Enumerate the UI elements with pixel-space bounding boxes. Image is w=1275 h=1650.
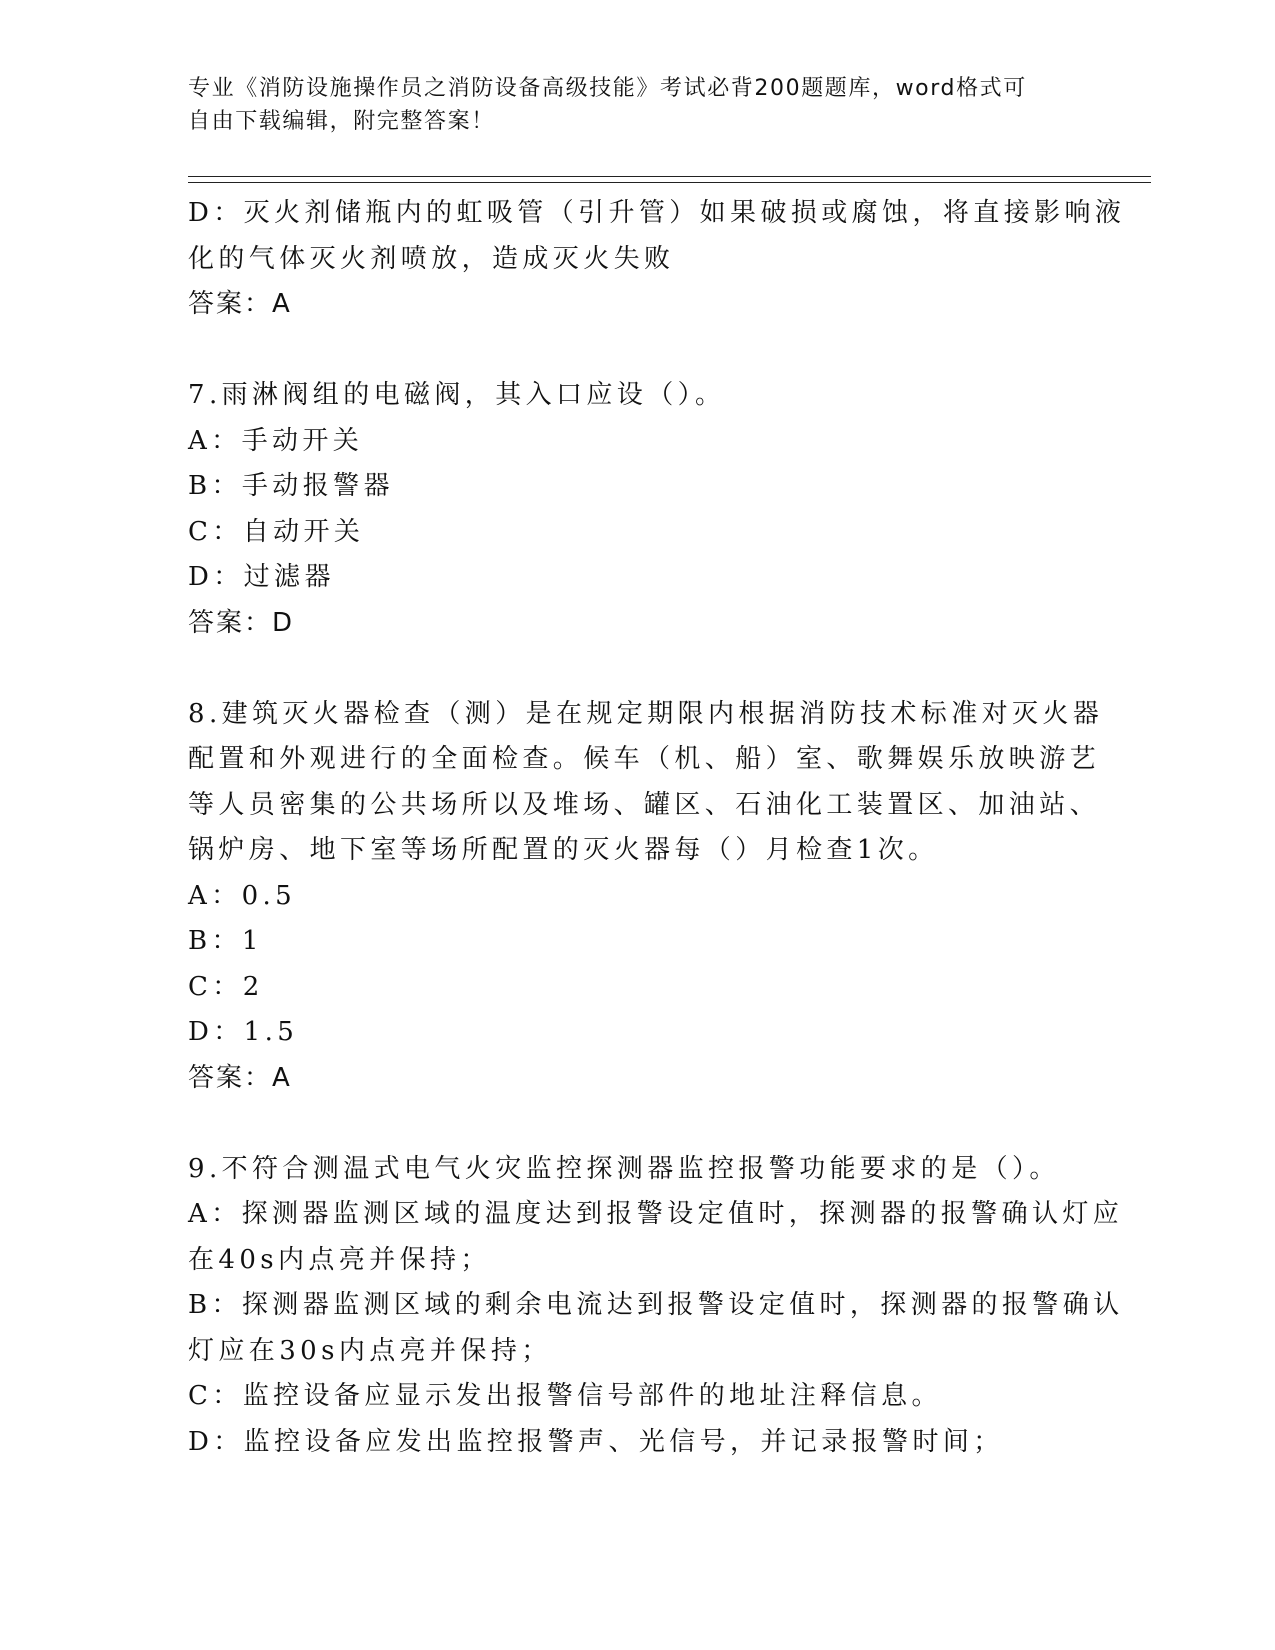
document-header <box>188 72 1068 138</box>
spacer <box>188 1101 1088 1147</box>
header-line-2: 自由下载编辑，附完整答案！ <box>188 109 495 134</box>
header-rule-bottom <box>188 182 1151 183</box>
q7-option-d: D：过滤器 <box>188 562 335 592</box>
q7-stem: 7.雨淋阀组的电磁阀，其入口应设（）。 <box>188 380 726 410</box>
q8-option-d: D：1.5 <box>188 1017 299 1047</box>
question-content <box>188 191 1126 1465</box>
q8-option-c: C：2 <box>188 971 264 1002</box>
q9-option-b-line-1: B：探测器监测区域的剩余电流达到报警设定值时，探测器的报警确认 <box>188 1290 1124 1320</box>
q9-stem: 9.不符合测温式电气火灾监控探测器监控报警功能要求的是（）。 <box>188 1153 1060 1184</box>
q7-option-c: C：自动开关 <box>188 516 365 547</box>
q8-stem-line-2: 配置和外观进行的全面检查。候车（机、船）室、歌舞娱乐放映游艺 <box>188 744 1101 774</box>
header-rule-top <box>188 176 1151 177</box>
q7-option-a: A：手动开关 <box>188 425 364 456</box>
spacer <box>188 328 1088 374</box>
q9-option-a-line-2: 在40s内点亮并保持； <box>188 1244 491 1275</box>
q9-option-d: D：监控设备应发出监控报警声、光信号，并记录报警时间； <box>188 1426 1004 1457</box>
q8-option-b: B：1 <box>188 926 263 956</box>
spacer <box>188 646 1088 692</box>
q9-option-b-line-2: 灯应在30s内点亮并保持； <box>188 1335 552 1366</box>
q8-option-a: A：0.5 <box>188 880 297 911</box>
q8-stem-line-1: 8.建筑灭火器检查（测）是在规定期限内根据消防技术标准对灭火器 <box>188 698 1104 729</box>
header-line-1: 专业《消防设施操作员之消防设备高级技能》考试必背200题题库，word格式可 <box>188 76 1027 101</box>
q8-answer: 答案：A <box>188 1062 292 1093</box>
q6-option-d-line-2: 化的气体灭火剂喷放，造成灭火失败 <box>188 243 675 274</box>
q8-stem-line-4: 锅炉房、地下室等场所配置的灭火器每（）月检查1次。 <box>188 835 939 865</box>
q6-answer: 答案：A <box>188 289 292 319</box>
q8-stem-line-3: 等人员密集的公共场所以及堆场、罐区、石油化工装置区、加油站、 <box>188 789 1101 820</box>
q9-option-c: C：监控设备应显示发出报警信号部件的地址注释信息。 <box>188 1381 942 1411</box>
q7-option-b: B：手动报警器 <box>188 471 394 501</box>
q6-option-d-line-1: D：灭火剂储瓶内的虹吸管（引升管）如果破损或腐蚀，将直接影响液 <box>188 198 1126 228</box>
q9-option-a-line-1: A：探测器监测区域的温度达到报警设定值时，探测器的报警确认灯应 <box>188 1199 1124 1229</box>
q7-answer: 答案：D <box>188 607 295 638</box>
